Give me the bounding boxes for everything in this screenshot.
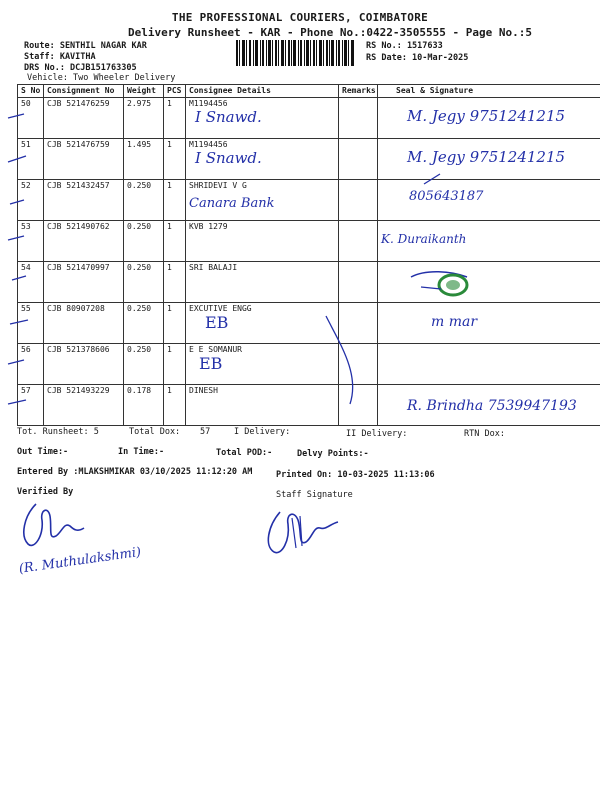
cell-sno: 57 [18,385,44,426]
cell-weight: 0.250 [124,303,164,344]
runsheet-subtitle: Delivery Runsheet - KAR - Phone No.:0422-3505555 - Page No.:5 [128,26,532,39]
cell-weight: 0.250 [124,221,164,262]
cell-sno: 54 [18,262,44,303]
rtn-dox-label: RTN Dox: [464,429,505,439]
staff-label: Staff: KAVITHA [24,52,96,62]
signature-text: 805643187 [409,189,484,204]
cell-sno: 53 [18,221,44,262]
total-pod-label: Total POD:- [216,448,273,458]
handwritten-name: I Snawd. [195,108,262,126]
staff-signature-icon [262,502,352,562]
consignee-name: SHRIDEVI V G [189,181,247,190]
cell-consignment: CJB 521378606 [44,344,124,385]
cell-weight: 0.250 [124,180,164,221]
cell-pcs: 1 [164,180,186,221]
ii-delivery-label: II Delivery: [346,429,408,439]
signature-text: K. Duraikanth [381,232,467,246]
verifier-name: (R. Muthulakshmi) [18,544,143,577]
i-delivery-label: I Delivery: [234,427,291,437]
col-seal-signature: Seal & Signature [378,85,600,98]
handwritten-name: Canara Bank [189,196,275,211]
total-dox-value: 57 [200,427,211,437]
cell-pcs: 1 [164,98,186,139]
cell-consignment: CJB 521493229 [44,385,124,426]
cell-sno: 51 [18,139,44,180]
cell-consignment: CJB 521432457 [44,180,124,221]
handwritten-name: I Snawd. [195,149,262,167]
cell-pcs: 1 [164,139,186,180]
col-consignee: Consignee Details [186,85,339,98]
signature-text: M. Jegy 9751241215 [407,107,566,125]
col-sno: S No [18,85,44,98]
company-title: THE PROFESSIONAL COURIERS, COIMBATORE [171,11,429,24]
col-pcs: PCS [164,85,186,98]
cell-consignment: CJB 521470997 [44,262,124,303]
handwritten-name: EB [205,313,229,332]
cell-sno: 52 [18,180,44,221]
cell-weight: 0.178 [124,385,164,426]
consignee-name: SRI BALAJI [189,263,238,272]
barcode-icon [236,40,354,66]
rs-no-label: RS No.: 1517633 [366,41,443,51]
col-consignment: Consignment No [44,85,124,98]
cell-pcs: 1 [164,221,186,262]
total-dox-label: Total Dox: [129,427,181,437]
signature-text: m mar [431,314,478,330]
pen-marks-icon [0,84,600,424]
col-remarks: Remarks [339,85,378,98]
in-time-label: In Time:- [118,447,165,457]
cell-consignment: CJB 521476259 [44,98,124,139]
cell-weight: 0.250 [124,262,164,303]
consignee-name: E E SOMANUR [189,345,242,354]
rs-date-label: RS Date: 10-Mar-2025 [366,53,469,63]
cell-sno: 56 [18,344,44,385]
route-label: Route: SENTHIL NAGAR KAR [24,41,147,51]
staff-signature-label: Staff Signature [276,490,353,500]
handwritten-name: EB [199,354,223,373]
drs-label: DRS No.: DCJB151763305 [24,63,137,73]
printed-on: Printed On: 10-03-2025 11:13:06 [276,470,435,480]
cell-sno: 50 [18,98,44,139]
verifier-signature-icon [14,496,94,556]
delvy-points-label: Delvy Points:- [297,449,369,459]
entered-by: Entered By :MLAKSHMIKAR 03/10/2025 11:12:20 AM [17,467,253,477]
consignee-name: KVB 1279 [189,222,228,231]
cell-sno: 55 [18,303,44,344]
consignee-name: DINESH [189,386,218,395]
cell-pcs: 1 [164,344,186,385]
cell-consignment: CJB 521476759 [44,139,124,180]
cell-weight: 1.495 [124,139,164,180]
cell-consignment: CJB 521490762 [44,221,124,262]
consignee-name: EXCUTIVE ENGG [189,304,252,313]
consignee-name: M1194456 [189,140,228,149]
cell-pcs: 1 [164,385,186,426]
signature-text: M. Jegy 9751241215 [407,148,566,166]
out-time-label: Out Time:- [17,447,69,457]
cell-weight: 0.250 [124,344,164,385]
verified-by-label: Verified By [17,487,74,497]
cell-pcs: 1 [164,262,186,303]
col-weight: Weight [124,85,164,98]
signature-text: R. Brindha 7539947193 [407,398,577,414]
cell-consignment: CJB 80907208 [44,303,124,344]
cell-pcs: 1 [164,303,186,344]
vehicle-label: Vehicle: Two Wheeler Delivery [27,73,176,83]
cell-weight: 2.975 [124,98,164,139]
tot-runsheet: Tot. Runsheet: 5 [17,427,99,437]
consignee-name: M1194456 [189,99,228,108]
